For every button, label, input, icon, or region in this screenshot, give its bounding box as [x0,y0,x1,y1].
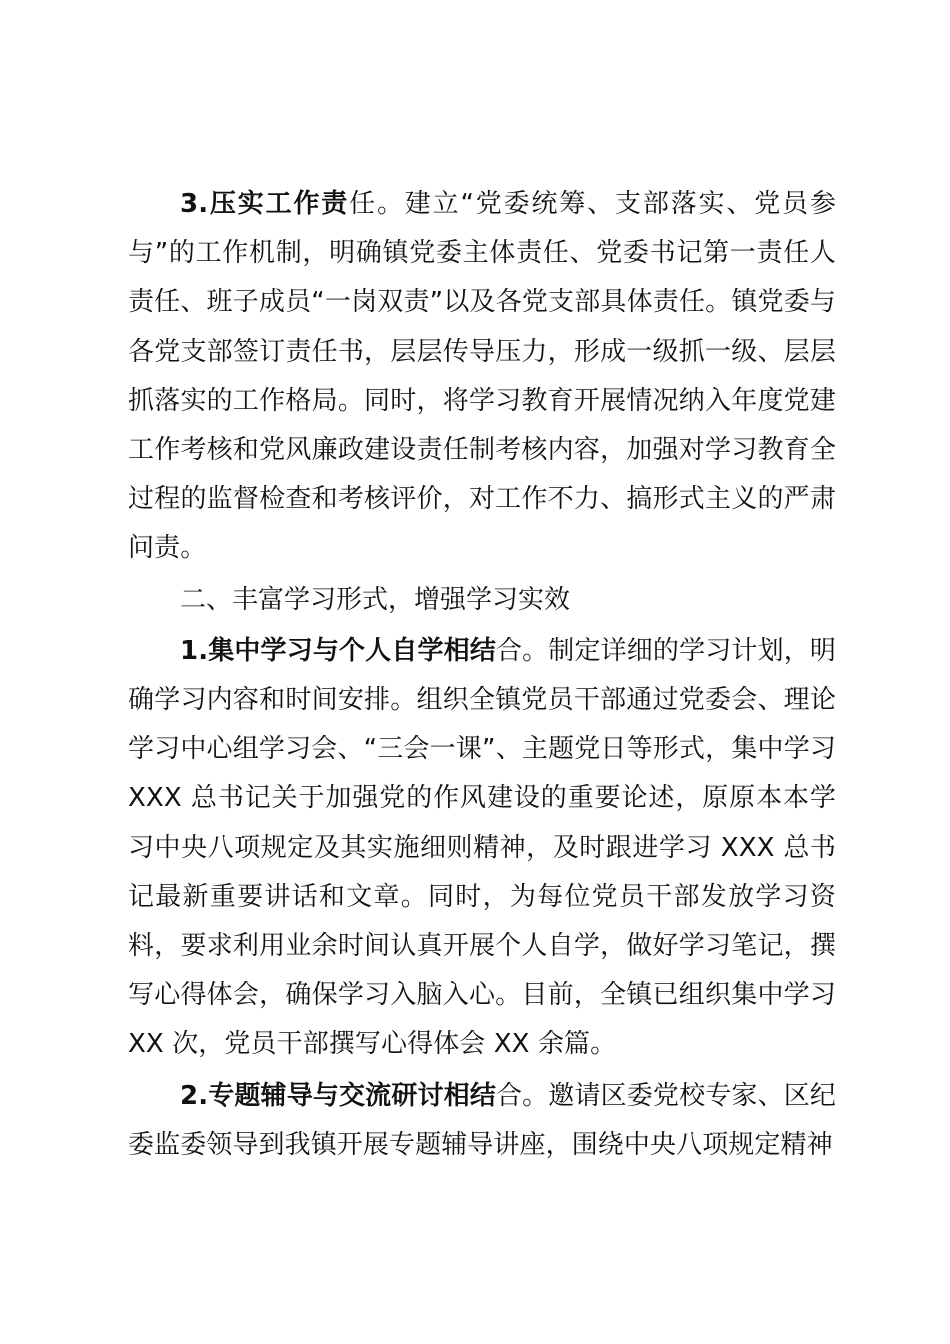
paragraph-seminar [128,1072,836,1170]
paragraph-body: 合。邀请区委党校专家、区纪委监委领导到我镇开展专题辅导讲座，围绕中央八项规定精神 [128,1080,836,1160]
paragraph-body: 合。制定详细的学习计划，明确学习内容和时间安排。组织全镇党员干部通过党委会、理论学习中心组学习会、“三会一课”、主题党日等形式，集中学习 XXX 总书记关于加强党的作风建设的重要论述，原原本本学习中央八项规定及其实施细则精神，及时跟进学习 XXX 总书记最新重要讲话和文章。同时，为每位党员干部发放学习资料，要求利用业余时间认真开展个人自学，做好学习笔记，撰写心得体会，确保学习入脑入心。目前，全镇已组织集中学习 XX 次，党员干部撰写心得体会 XX 余篇。 [128,635,836,1060]
paragraph-body: 任。建立“党委统筹、支部落实、党员参与”的工作机制，明确镇党委主体责任、党委书记第一责任人责任、班子成员“一岗双责”以及各党支部具体责任。镇党委与各党支部签订责任书，层层传导压力，形成一级抓一级、层层抓落实的工作格局。同时，将学习教育开展情况纳入年度党建工作考核和党风廉政建设责任制考核内容，加强对学习教育全过程的监督检查和考核评价，对工作不力、搞形式主义的严肃问责。 [128,189,836,564]
document-page [128,180,836,1170]
paragraph-lead: 1.集中学习与个人自学相结 [180,635,496,666]
paragraph-responsibility [128,180,836,574]
paragraph-lead: 2.专题辅导与交流研讨相结 [180,1080,496,1111]
paragraph-study [128,627,836,1070]
section-heading: 二、丰富学习形式，增强学习实效 [180,584,571,615]
paragraph-lead: 3.压实工作责 [180,189,350,219]
